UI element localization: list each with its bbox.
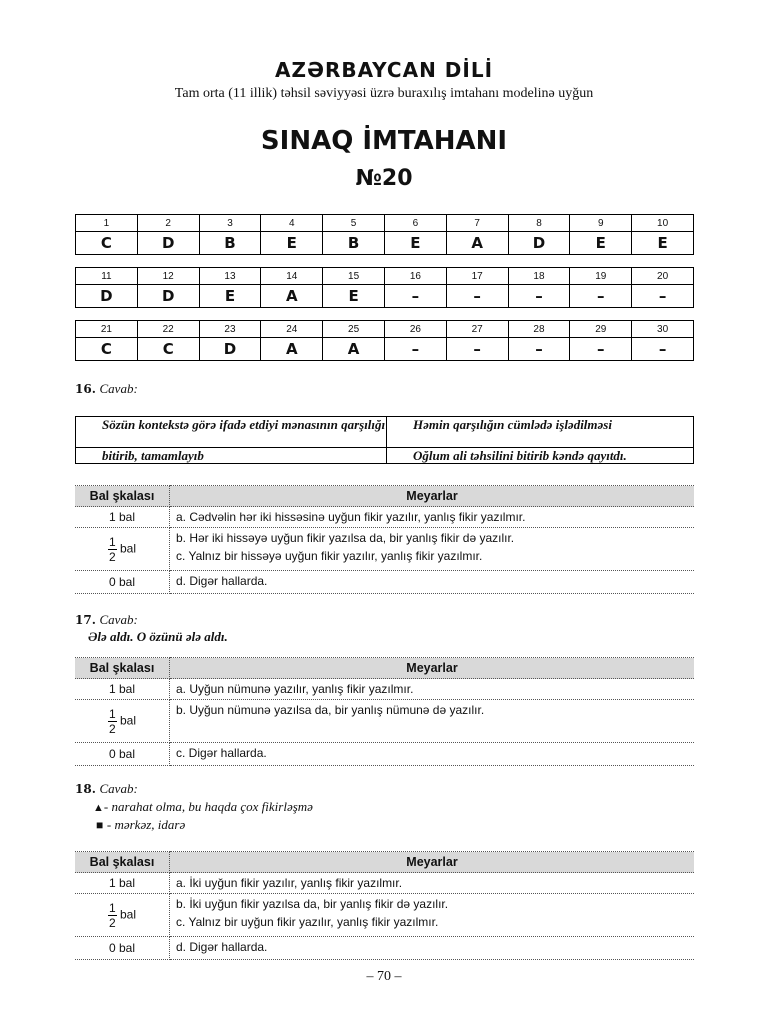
question-number: 18 (508, 268, 570, 285)
criterion-b: b. İki uyğun fikir yazılsa da, bir yanlış fikir də yazılır. (176, 897, 449, 911)
q16-criteria-table (75, 485, 694, 594)
subject-subtitle: Tam orta (11 illik) təhsil səviyyəsi üzrə buraxılış imtahanı modelinə uyğun (174, 86, 594, 101)
answer-value: A (446, 232, 508, 255)
question-number: 10 (632, 215, 694, 232)
question-number: 2 (137, 215, 199, 232)
answer-value: D (137, 232, 199, 255)
answer-value: – (632, 285, 694, 308)
answer-value: D (199, 338, 261, 361)
answer-value: A (323, 338, 385, 361)
question-number: 29 (570, 321, 632, 338)
question-number: 14 (261, 268, 323, 285)
q16-col2-heading: Həmin qarşılığın cümlədə işlədilməsi (387, 417, 694, 448)
triangle-icon: ▲ (93, 802, 104, 814)
score-half-label: bal (120, 907, 137, 922)
question-number: 20 (632, 268, 694, 285)
q18-label: Cavab: (99, 781, 138, 796)
question-number: 16 (384, 268, 446, 285)
criterion-d: d. Digər hallarda. (170, 937, 695, 960)
question-number: 1 (76, 215, 138, 232)
question-number: 9 (570, 215, 632, 232)
question-number: 12 (137, 268, 199, 285)
fraction-one-half: $\frac{1}{2}$ (108, 534, 116, 564)
q18-answer-square (96, 817, 185, 833)
q16-number: 16. (75, 382, 96, 396)
answer-value: B (199, 232, 261, 255)
score-0: 0 bal (75, 571, 170, 594)
question-number: 23 (199, 321, 261, 338)
answer-value: – (384, 338, 446, 361)
score-scale-header: Bal şkalası (75, 486, 170, 507)
question-number: 25 (323, 321, 385, 338)
question-number: 6 (384, 215, 446, 232)
q16-context-table (75, 416, 694, 464)
q18-number: 18. (75, 782, 96, 796)
score-half (75, 894, 170, 937)
criterion-c: c. Yalnız bir hissəyə uyğun fikir yazılır, yanlış fikir yazılmır. (176, 549, 483, 563)
answer-value: A (261, 338, 323, 361)
q16-col1-heading: Sözün kontekstə görə ifadə etdiyi mənasının qarşılığı (76, 417, 387, 448)
criteria-bc (170, 894, 695, 937)
q17-answer: Ələ aldı. O özünü ələ aldı. (88, 629, 228, 644)
q18-criteria-table (75, 851, 694, 960)
page-number: – 70 – (366, 969, 402, 984)
answer-value: – (384, 285, 446, 308)
question-number: 4 (261, 215, 323, 232)
question-number: 22 (137, 321, 199, 338)
criterion-c: c. Digər hallarda. (170, 743, 695, 766)
criteria-header: Meyarlar (170, 658, 695, 679)
answer-value: – (508, 285, 570, 308)
q18-square-text: - mərkəz, idarə (106, 817, 186, 832)
answer-value: – (446, 338, 508, 361)
criterion-b: b. Hər iki hissəyə uyğun fikir yazılsa da, bir yanlış fikir də yazılır. (176, 531, 515, 545)
q18-answer-triangle (93, 799, 313, 815)
answer-value: – (570, 338, 632, 361)
score-scale-header: Bal şkalası (75, 852, 170, 873)
exam-title: SINAQ İMTAHANI (260, 126, 508, 156)
criterion-d: d. Digər hallarda. (170, 571, 695, 594)
answer-value: D (508, 232, 570, 255)
answer-value: E (199, 285, 261, 308)
question-number: 30 (632, 321, 694, 338)
question-number: 21 (76, 321, 138, 338)
question-number: 13 (199, 268, 261, 285)
answer-value: E (261, 232, 323, 255)
question-number: 24 (261, 321, 323, 338)
question-number: 11 (76, 268, 138, 285)
question-number: 3 (199, 215, 261, 232)
q18-triangle-text: - narahat olma, bu haqda çox fikirləşmə (103, 799, 313, 814)
answer-table-1 (75, 214, 694, 255)
question-number: 17 (446, 268, 508, 285)
answer-table-3 (75, 320, 694, 361)
score-0: 0 bal (75, 743, 170, 766)
question-number: 26 (384, 321, 446, 338)
question-number: 7 (446, 215, 508, 232)
criterion-b: b. Uyğun nümunə yazılsa da, bir yanlış nümunə də yazılır. (170, 700, 695, 743)
score-1: 1 bal (75, 873, 170, 894)
answer-value: E (570, 232, 632, 255)
score-half-label: bal (120, 713, 137, 728)
score-0: 0 bal (75, 937, 170, 960)
answer-value: B (323, 232, 385, 255)
criteria-header: Meyarlar (170, 486, 695, 507)
score-1: 1 bal (75, 507, 170, 528)
q16-label: Cavab: (99, 381, 138, 396)
fraction-one-half: $\frac{1}{2}$ (108, 900, 116, 930)
answer-value: C (76, 232, 138, 255)
question-number: 19 (570, 268, 632, 285)
q16-col1-value: bitirib, tamamlayıb (76, 448, 387, 464)
question-number: 8 (508, 215, 570, 232)
answer-value: – (446, 285, 508, 308)
fraction-one-half: $\frac{1}{2}$ (108, 706, 116, 736)
q16-heading (75, 381, 138, 397)
answer-value: D (137, 285, 199, 308)
answer-value: C (76, 338, 138, 361)
q18-heading (75, 781, 138, 797)
exam-number: №20 (355, 166, 413, 191)
q16-col2-value: Oğlum ali təhsilini bitirib kəndə qayıtdı. (387, 448, 694, 464)
score-half-label: bal (120, 541, 137, 556)
answer-value: E (323, 285, 385, 308)
score-half (75, 700, 170, 743)
question-number: 28 (508, 321, 570, 338)
criterion-a: a. Uyğun nümunə yazılır, yanlış fikir yazılmır. (170, 679, 695, 700)
answer-value: C (137, 338, 199, 361)
q17-number: 17. (75, 613, 96, 627)
criterion-a: a. Cədvəlin hər iki hissəsinə uyğun fikir yazılır, yanlış fikir yazılmır. (170, 507, 695, 528)
square-icon: ■ (96, 818, 104, 832)
answer-table-2 (75, 267, 694, 308)
answer-value: A (261, 285, 323, 308)
question-number: 27 (446, 321, 508, 338)
score-half (75, 528, 170, 571)
question-number: 5 (323, 215, 385, 232)
answer-value: D (76, 285, 138, 308)
criterion-a: a. İki uyğun fikir yazılır, yanlış fikir yazılmır. (170, 873, 695, 894)
criteria-header: Meyarlar (170, 852, 695, 873)
answer-value: – (632, 338, 694, 361)
criteria-bc (170, 528, 695, 571)
score-1: 1 bal (75, 679, 170, 700)
answer-value: – (508, 338, 570, 361)
q17-heading (75, 612, 138, 628)
subject-title: AZƏRBAYCAN DİLİ (274, 58, 494, 82)
answer-value: – (570, 285, 632, 308)
question-number: 15 (323, 268, 385, 285)
criterion-c: c. Yalnız bir uyğun fikir yazılır, yanlış fikir yazılmır. (176, 915, 439, 929)
answer-value: E (632, 232, 694, 255)
answer-value: E (384, 232, 446, 255)
q17-label: Cavab: (99, 612, 138, 627)
score-scale-header: Bal şkalası (75, 658, 170, 679)
q17-criteria-table (75, 657, 694, 766)
